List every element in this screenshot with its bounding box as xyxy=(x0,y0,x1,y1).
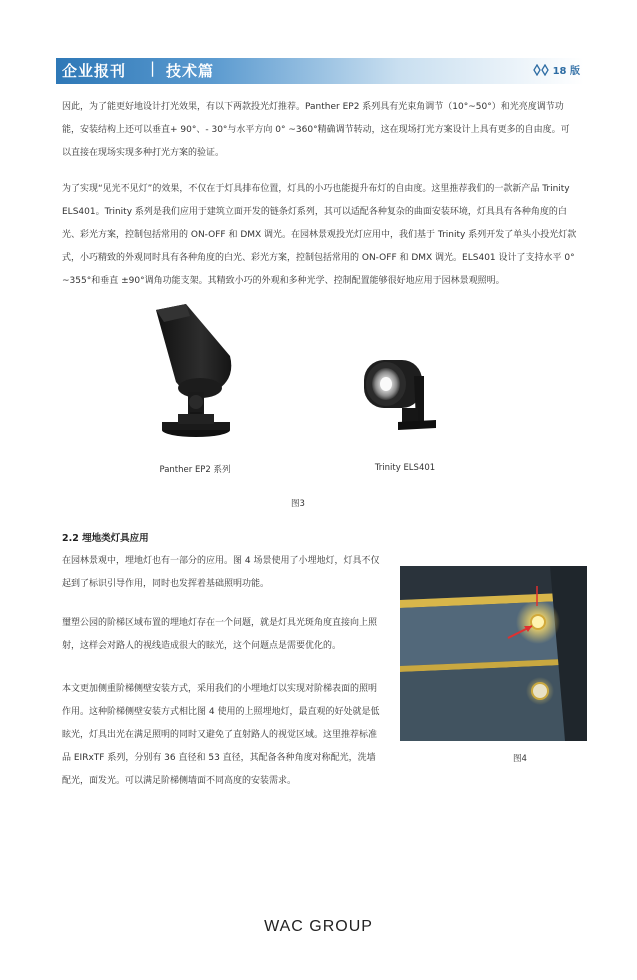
paragraph-inground-intro: 在园林景观中，埋地灯也有一部分的应用。图 4 场景使用了小埋地灯，灯具不仅起到了标识引导作用，同时也发挥着基础照明功能。 xyxy=(62,556,380,589)
paragraph-glare-issue: 璽塑公园的阶梯区域布置的埋地灯存在一个问题，就是灯具光斑角度直接向上照射，这样会对路人的视线造成很大的眩光，这个问题点是需要优化的。 xyxy=(62,618,378,651)
paragraph-stair-wall: 本文更加侧重阶梯侧壁安装方式，采用我们的小埋地灯以实现对阶梯表面的照明作用。这种阶梯侧壁安装方式相比图 4 使用的上照埋地灯，最直观的好处就是低眩光，灯具出光在满足照明的同时又避免了直射路人的视觉区域。这里推荐标准品 EIRxTF 系列，分别有 36 直径和 53 直径，其配备各种角度对称配光，洗墙配光，面发光。可以满足阶梯侧墙面不同高度的安装需求。 xyxy=(62,684,380,786)
paragraph-panther-intro: 因此，为了能更好地设计打光效果，有以下两款投光灯推荐。Panther EP2 系列具有光束角调节（10°~50°）和光亮度调节功能，安装结构上还可以垂直+ 90°、- 30°与水平方向 0° ~360°精确调节转动，这在现场打光方案设计上具有更多的自由度。可以直接在现场实现多种打光方案的验证。 xyxy=(62,102,570,158)
section-title: 技术篇 xyxy=(166,62,215,80)
paragraph-trinity-intro: 为了实现“见光不见灯”的效果，不仅在于灯具排布位置，灯具的小巧也能提升布灯的自由度。这里推荐我们的一款新产品 Trinity ELS401。Trinity 系列是我们应用于建筑立面开发的链条灯系列，其可以适配各种复杂的曲面安装环境，灯具具有各种角度的白光、彩光方案，控制包括常用的 ON-OFF 和 DMX 调光。在园林景观投光灯应用中，我们基于 Trinity 系列开发了单头小投光灯款式，小巧精致的外观同时具有各种角度的白光、彩光方案，控制包括常用的 ON-OFF 和 DMX 调光。ELS401 设计了支持水平 0° ~355°和垂直 ±90°调角功能支架。其精致小巧的外观和多种光学、控制配置能够很好地应用于园林景观照明。 xyxy=(62,184,577,286)
figure3-caption-panther: Panther EP2 系列 xyxy=(159,465,231,475)
company-logo: WAC GROUP xyxy=(264,918,373,935)
figure4-stair-photo xyxy=(400,566,587,741)
page-number: 18 版 xyxy=(552,66,580,77)
publication-title: 企业报刊 xyxy=(62,62,127,80)
panther-ep2-spotlight-image xyxy=(138,300,248,445)
page-number-badge xyxy=(533,62,580,77)
section-heading: 2.2 埋地类灯具应用 xyxy=(62,533,149,544)
page-header xyxy=(56,58,584,84)
logo-mark-icon xyxy=(533,64,549,76)
figure3-label: 图3 xyxy=(291,499,305,509)
header-banner xyxy=(56,58,584,84)
header-divider: | xyxy=(150,59,156,77)
trinity-els401-spotlight-image xyxy=(358,348,438,440)
figure4-label: 图4 xyxy=(513,754,527,764)
figure3-caption-trinity: Trinity ELS401 xyxy=(374,463,436,473)
